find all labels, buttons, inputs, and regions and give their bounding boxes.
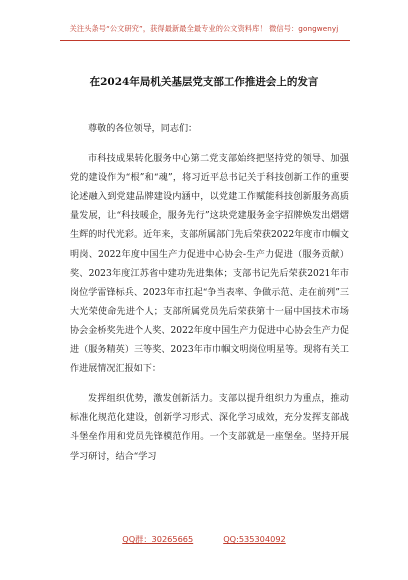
paragraph-gap: [70, 379, 349, 390]
paragraph-gap: [70, 139, 349, 150]
paragraph-1: 市科技成果转化服务中心第二党支部始终把坚持党的领导、加强党的建设作为“根”和“魂”，将习近平总书记关于科技创新工作的重要论述融入到党建品牌建设内涵中，以党建工作赋能科技创新服务高质量发展，让“科技暖企，服务先行”这块党建服务金字招牌焕发出熠熠生辉的时代光彩。近年来，支部所属部门先后荣获2022年度市巾帼文明岗、2022年度中国生产力促进中心协会-生产力促进（服务贡献）奖、2023年度江苏省中建功先进集体；支部书记先后荣获2021年市岗位学雷锋标兵、2023年市扛起“争当表率、争做示范、走在前列”三大光荣使命先进个人；支部所属党员先后荣获第十一届中国技术市场协会金桥奖先进个人奖、2022年度中国生产力促进中心协会生产力促进（服务精英）三等奖、2023年市巾帼文明岗位明星等。现将有关工作进展情况汇报如下：: [70, 154, 349, 375]
header-note: 关注头条号“公文研究”，获得最新最全最专业的公文资料库！ 微信号：gongwenyj: [69, 24, 339, 33]
greeting: 尊敬的各位领导，同志们：: [88, 124, 198, 134]
document-body: [70, 120, 349, 467]
paragraph-2: 发挥组织优势，激发创新活力。支部以提升组织力为重点，推动标准化规范化建设，创新学习形式、深化学习成效，充分发挥支部战斗堡垒作用和党员先锋模范作用。一个支部就是一座堡垒。坚持开展学习研讨，结合“学习: [70, 394, 349, 462]
footer-qq-number: QQ:535304092: [223, 534, 286, 544]
footer-contact: [0, 534, 408, 545]
document-title: 在2024年局机关基层党支部工作推进会上的发言: [89, 76, 319, 88]
header-divider: [60, 40, 350, 41]
footer-qq-group: QQ群：30265665: [122, 534, 194, 544]
